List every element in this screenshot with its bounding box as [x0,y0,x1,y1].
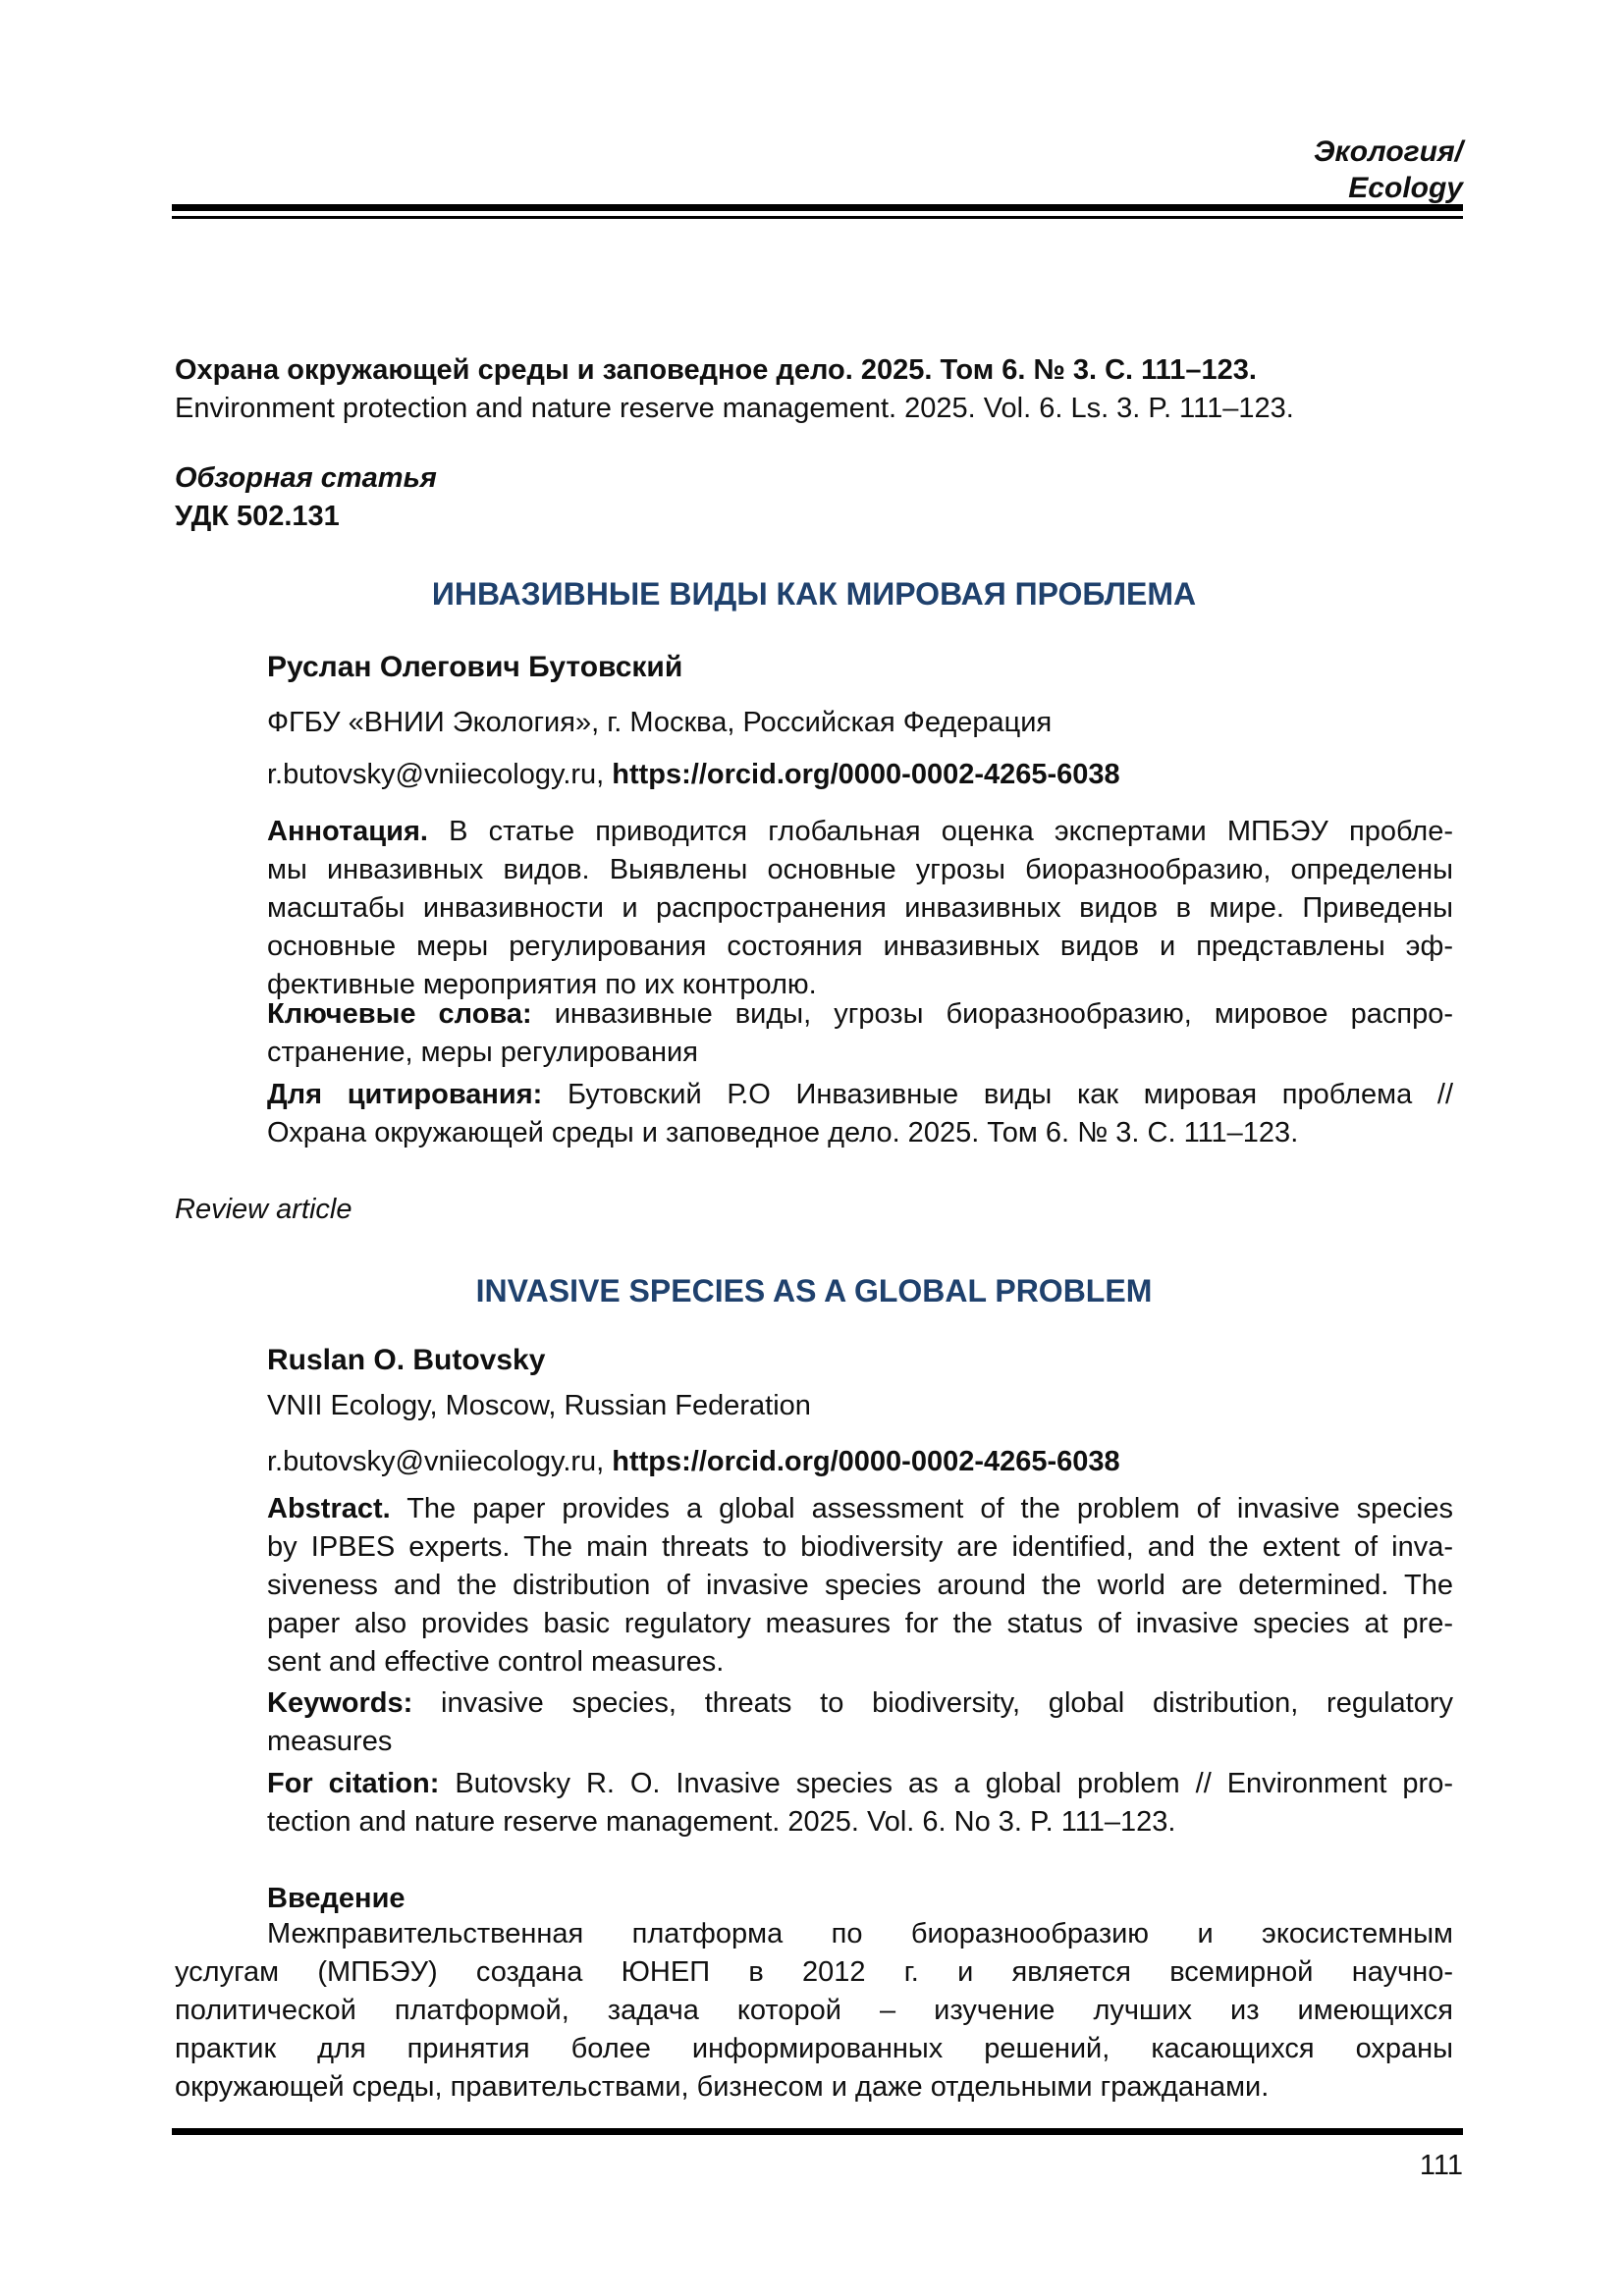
orcid-link-ru: https://orcid.org/0000-0002-4265-6038 [612,759,1120,790]
udc-code: УДК 502.131 [175,501,340,532]
keywords-en: Keywords: invasive species, threats to biodiversity, global distribution, regulatory measures [267,1687,1453,1757]
author-email-ru: r.butovsky@vniiecology.ru, [267,759,605,790]
page-number: 111 [1419,2150,1463,2181]
footer-rule [172,2128,1463,2135]
author-email-en: r.butovsky@vniiecology.ru, [267,1446,605,1477]
header-rule-thin [172,216,1463,219]
abstract-en: Abstract. The paper provides a global assessment of the problem of invasive species by IPBES experts. The main threats to biodiversity are identified, and the extent of inva- siveness and the distribution of invasive species around the world are determined. The paper also provides basic regulatory measures for the status of invasive species at pre- sent and effective control measures. [267,1493,1453,1678]
intro-paragraph: Межправительственная платформа по биоразнообразию и экосистемным услугам (МПБЭУ) создана ЮНЕП в 2012 г. и является всемирной научно- политической платформой, задача которой – изучение лучших из имеющихся практик для принятия более информированных решений, касающихся охраны окружающей среды, правительствами, бизнесом и даже отдельными гражданами. [175,1918,1453,2103]
contact-line-en [267,1443,1453,1481]
citation-ru: Для цитирования: Бутовский Р.О Инвазивные виды как мировая проблема // Охрана окружающей среды и заповедное дело. 2025. Том 6. № 3. С. 111–123. [267,1079,1454,1148]
article-type-ru: Обзорная статья [175,462,437,494]
running-head-en: Ecology [1348,172,1463,204]
running-head-ru: Экология/ [1313,135,1463,168]
citation-en: For citation: Butovsky R. O. Invasive species as a global problem // Environment pro- tection and nature reserve management. 2025. Vol. 6. No 3. P. 111–123. [267,1768,1453,1838]
article-title-ru: ИНВАЗИВНЫЕ ВИДЫ КАК МИРОВАЯ ПРОБЛЕМА [431,576,1197,612]
keywords-ru: Ключевые слова: инвазивные виды, угрозы биоразнообразию, мировое распро- странение, меры регулирования [267,998,1453,1068]
header-rule-thick [172,204,1463,211]
abstract-ru: Аннотация. В статье приводится глобальная оценка экспертами МПБЭУ пробле- мы инвазивных видов. Выявлены основные угрозы биоразнообразию, определены масштабы инвазивности и распространения инвазивных видов в мире. Приведены основные меры регулирования состояния инвазивных видов и представлены эф- фективные мероприятия по их контролю. [267,816,1453,1000]
article-type-block-ru [175,459,1453,536]
author-name-en: Ruslan O. Butovsky [267,1344,546,1376]
affiliation-ru: ФГБУ «ВНИИ Экология», г. Москва, Российская Федерация [267,707,1053,738]
contact-line-ru [267,756,1453,794]
running-head [175,133,1463,206]
author-name-ru: Руслан Олегович Бутовский [267,651,683,683]
affiliation-en: VNII Ecology, Moscow, Russian Federation [267,1390,811,1421]
masthead-en: Environment protection and nature reserve management. 2025. Vol. 6. Ls. 3. P. 111–123. [175,393,1294,424]
orcid-link-en: https://orcid.org/0000-0002-4265-6038 [612,1446,1120,1477]
article-title-en: INVASIVE SPECIES AS A GLOBAL PROBLEM [475,1273,1153,1308]
masthead-ru: Охрана окружающей среды и заповедное дело. 2025. Том 6. № 3. С. 111–123. [175,354,1257,386]
masthead [175,351,1453,428]
section-heading-introduction: Введение [267,1883,406,1914]
article-type-en: Review article [175,1194,352,1225]
